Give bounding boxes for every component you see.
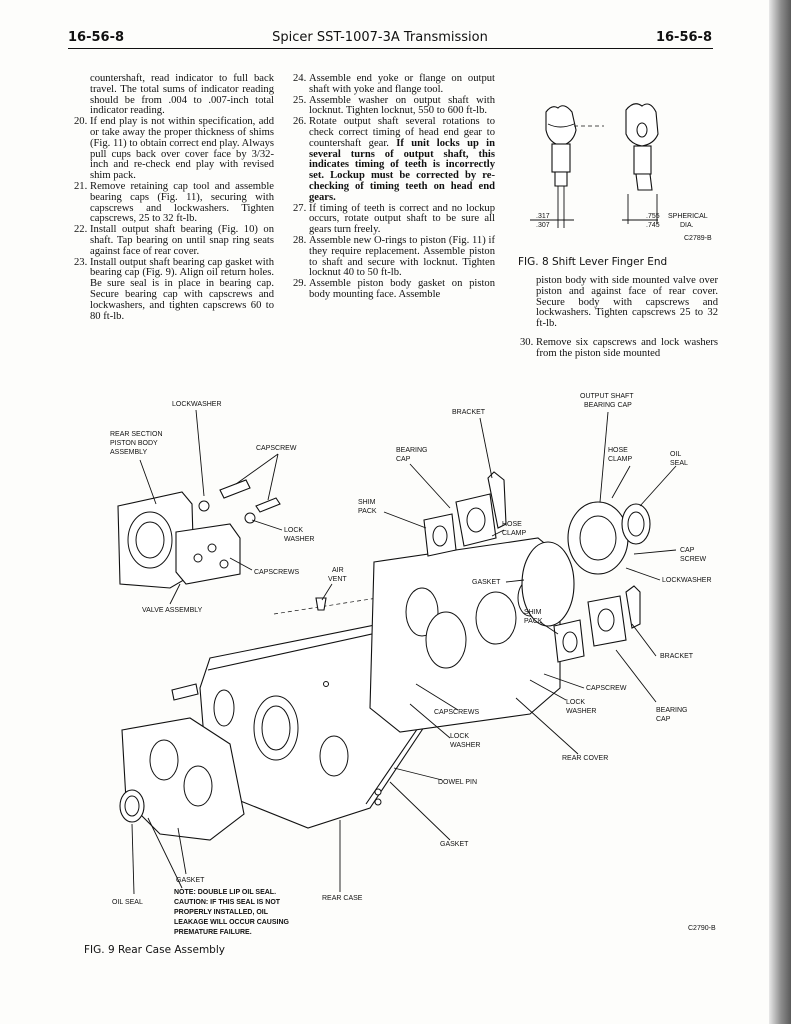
step-text: Assemble washer on output shaft with locknut. Tighten locknut, 550 to 600 ft-lb. bbox=[309, 94, 495, 117]
fig9-code: C2790-B bbox=[688, 925, 716, 932]
shift-finger-side-view bbox=[546, 106, 604, 228]
label-piston-body: PISTON BODY bbox=[110, 440, 158, 447]
valve-assembly-part bbox=[176, 524, 240, 584]
label-oil: OIL bbox=[670, 451, 682, 458]
page-number-right: 16-56-8 bbox=[655, 30, 712, 45]
paragraph-continuation: piston body with side mounted valve over piston and against face of rear cover. Secure body with capscrews and lockwashers. Tighten capscrews 25 to 32 ft-lb. bbox=[536, 275, 718, 330]
label-output-shaft: OUTPUT SHAFT bbox=[580, 393, 634, 400]
note-line-2: CAUTION: IF THIS SEAL IS NOT bbox=[174, 899, 281, 906]
label-dowel-pin: DOWEL PIN bbox=[438, 779, 478, 786]
label-lock: LOCK bbox=[450, 733, 470, 740]
label-rear-section: REAR SECTION bbox=[110, 431, 163, 438]
label-vent: VENT bbox=[328, 576, 347, 583]
fig8-code: C2789-B bbox=[684, 235, 712, 242]
label-bracket: BRACKET bbox=[660, 653, 694, 660]
label-lockwasher: LOCKWASHER bbox=[172, 401, 222, 408]
note-line-3: PROPERLY INSTALLED, OIL bbox=[174, 909, 268, 916]
label-rear-cover: REAR COVER bbox=[562, 755, 609, 762]
label-washer: WASHER bbox=[566, 708, 597, 715]
text-column-1 bbox=[74, 74, 274, 322]
label-bracket: BRACKET bbox=[452, 409, 486, 416]
step-text-bold-warning: If unit locks up in several turns of output shaft, this indicates timing of teeth is incorrectly set. Lockup must be corrected by re-checking of timing teeth on head end gears. bbox=[309, 137, 495, 203]
fig8-dim-right-bottom: .745 bbox=[646, 222, 660, 229]
label-lock: LOCK bbox=[566, 699, 586, 706]
label-washer: WASHER bbox=[450, 742, 481, 749]
step-number: 21. bbox=[74, 180, 88, 192]
step-text: If end play is not within specification, add or take away the proper thickness of shims (Fig. 11) to obtain correct end play. Always pull cups back over cover face by 3/32-inch and re-check end play with revised shim pack. bbox=[90, 116, 274, 182]
step-text bbox=[309, 117, 495, 203]
fig9-rear-case-exploded-drawing bbox=[60, 388, 720, 940]
label-clamp: CLAMP bbox=[502, 530, 527, 537]
fig8-dim-right-top: .755 bbox=[646, 213, 660, 220]
label-lockwasher: LOCKWASHER bbox=[662, 577, 712, 584]
lockwasher-part bbox=[199, 501, 209, 511]
step-26 bbox=[293, 117, 495, 203]
step-24 bbox=[293, 74, 495, 96]
label-oil-seal: OIL SEAL bbox=[112, 899, 143, 906]
step-number: 25. bbox=[293, 94, 307, 106]
note-line-4: LEAKAGE WILL OCCUR CAUSING bbox=[174, 919, 289, 926]
fig9-caption: FIG. 9 Rear Case Assembly bbox=[84, 944, 225, 956]
step-text-plain: Rotate output shaft several rotations to check correct timing of head end gear to countershaft gear. bbox=[309, 116, 495, 149]
lockwasher-part bbox=[245, 513, 255, 523]
step-number: 26. bbox=[293, 116, 307, 128]
step-text: Remove retaining cap tool and assemble bearing caps (Fig. 11), securing with capscrews and lockwashers. Tighten capscrews, 25 to 32 ft-lb. bbox=[90, 180, 274, 225]
label-washer: WASHER bbox=[284, 536, 315, 543]
fig8-spherical-label: SPHERICAL bbox=[668, 213, 708, 220]
step-number: 28. bbox=[293, 234, 307, 246]
step-number: 27. bbox=[293, 202, 307, 214]
label-lock: LOCK bbox=[284, 527, 304, 534]
label-bearing-cap: BEARING CAP bbox=[584, 402, 632, 409]
label-hose: HOSE bbox=[502, 521, 522, 528]
step-text: If timing of teeth is correct and no lockup occurs, rotate output shaft to be sure all gears turn freely. bbox=[309, 202, 495, 236]
step-28 bbox=[293, 236, 495, 279]
note-line-1: NOTE: DOUBLE LIP OIL SEAL. bbox=[174, 889, 277, 896]
label-screw: SCREW bbox=[680, 556, 707, 563]
page-title: Spicer SST-1007-3A Transmission bbox=[272, 30, 488, 45]
text-column-3 bbox=[520, 276, 718, 360]
label-capscrew: CAPSCREW bbox=[256, 445, 297, 452]
label-gasket: GASKET bbox=[176, 877, 205, 884]
label-cap: CAP bbox=[396, 456, 411, 463]
capscrew-part bbox=[256, 498, 280, 512]
header-rule bbox=[68, 48, 713, 49]
step-text: Install output shaft bearing cap gasket with bearing cap (Fig. 9). Align oil return holes. Be sure seal is in place in bearing cap. Secure bearing cap with capscrews and lockwashers, and tighten capscrews 60 to 80 ft-lb. bbox=[90, 256, 274, 322]
step-21 bbox=[74, 182, 274, 225]
fig8-shift-lever-drawing bbox=[518, 94, 718, 248]
label-hose: HOSE bbox=[608, 447, 628, 454]
label-pack: PACK bbox=[524, 618, 543, 625]
capscrew-part bbox=[220, 480, 250, 498]
paragraph-continuation: countershaft, read indicator to full back travel. The total sums of indicator reading should be from .004 to .007-inch total indicator reading. bbox=[90, 73, 274, 117]
label-capscrew: CAPSCREW bbox=[586, 685, 627, 692]
plug-part bbox=[172, 684, 198, 700]
fig8-dim-left-bottom: .307 bbox=[536, 222, 550, 229]
step-text: Remove six capscrews and lock washers from the piston side mounted bbox=[536, 336, 718, 359]
label-capscrews: CAPSCREWS bbox=[434, 709, 480, 716]
label-bearing: BEARING bbox=[396, 447, 428, 454]
step-27 bbox=[293, 204, 495, 236]
label-gasket: GASKET bbox=[440, 841, 469, 848]
step-22 bbox=[74, 225, 274, 257]
label-seal: SEAL bbox=[670, 460, 688, 467]
fig8-dia-label: DIA. bbox=[680, 222, 694, 229]
label-rear-case: REAR CASE bbox=[322, 895, 363, 902]
label-shim: SHIM bbox=[524, 609, 542, 616]
step-number: 23. bbox=[74, 256, 88, 268]
step-20 bbox=[74, 117, 274, 182]
step-23 bbox=[74, 258, 274, 323]
label-cap: CAP bbox=[656, 716, 671, 723]
bracket-right-part bbox=[626, 586, 640, 628]
step-number: 29. bbox=[293, 278, 307, 290]
label-bearing: BEARING bbox=[656, 707, 688, 714]
label-air: AIR bbox=[332, 567, 344, 574]
label-assembly: ASSEMBLY bbox=[110, 449, 148, 456]
label-shim: SHIM bbox=[358, 499, 376, 506]
label-pack: PACK bbox=[358, 508, 377, 515]
text-column-2 bbox=[293, 74, 495, 301]
step-text: Assemble end yoke or flange on output shaft with yoke and flange tool. bbox=[309, 73, 495, 95]
output-shaft-bearing-cap-part bbox=[568, 502, 628, 574]
fig8-dim-left-top: .317 bbox=[536, 213, 550, 220]
page-number-left: 16-56-8 bbox=[68, 30, 125, 45]
step-number: 24. bbox=[293, 73, 307, 84]
note-line-5: PREMATURE FAILURE. bbox=[174, 929, 252, 936]
label-clamp: CLAMP bbox=[608, 456, 633, 463]
step-text: Assemble piston body gasket on piston body mounting face. Assemble bbox=[309, 278, 495, 300]
step-number: 30. bbox=[520, 336, 534, 348]
step-text: Assemble new O-rings to piston (Fig. 11) if they require replacement. Assemble piston to shaft and secure with locknut. Tighten locknut 40 to 50 ft-lb. bbox=[309, 234, 495, 279]
step-number: 20. bbox=[74, 116, 88, 128]
air-vent-part bbox=[316, 598, 326, 610]
book-spine-shadow bbox=[769, 0, 791, 1024]
step-number: 22. bbox=[74, 224, 88, 236]
label-gasket: GASKET bbox=[472, 579, 501, 586]
step-29 bbox=[293, 279, 495, 301]
step-text: Install output shaft bearing (Fig. 10) on shaft. Tap bearing on until snap ring seats against face of rear cover. bbox=[90, 224, 274, 257]
step-25 bbox=[293, 96, 495, 118]
step-30 bbox=[520, 338, 718, 360]
label-capscrews: CAPSCREWS bbox=[254, 569, 300, 576]
fig8-caption: FIG. 8 Shift Lever Finger End bbox=[518, 256, 668, 268]
label-cap: CAP bbox=[680, 547, 695, 554]
label-valve-assembly: VALVE ASSEMBLY bbox=[142, 607, 203, 614]
shift-finger-front-view bbox=[626, 104, 658, 224]
